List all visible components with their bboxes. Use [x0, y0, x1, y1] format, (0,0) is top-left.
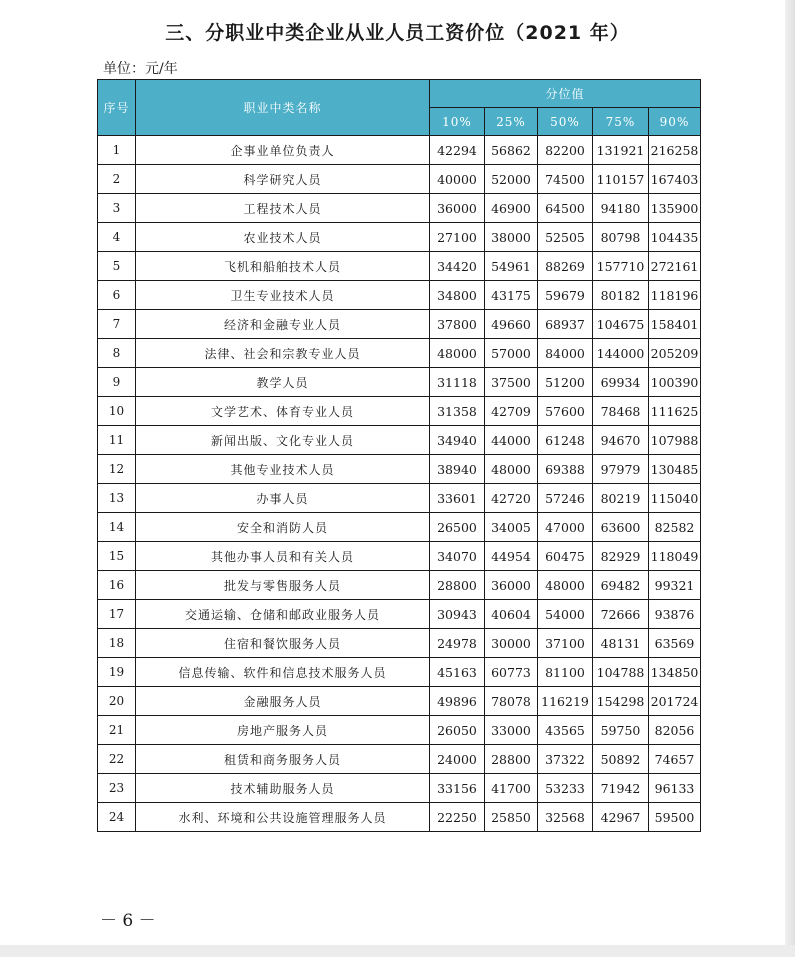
row-value-p90: 99321 — [649, 571, 701, 600]
row-occupation-name: 其他专业技术人员 — [136, 455, 430, 484]
row-occupation-name: 文学艺术、体育专业人员 — [136, 397, 430, 426]
page-edge — [785, 0, 795, 957]
row-seq: 16 — [98, 571, 136, 600]
row-value-p75: 82929 — [593, 542, 649, 571]
row-value-p25: 60773 — [485, 658, 538, 687]
row-value-p10: 24000 — [430, 745, 485, 774]
row-value-p25: 37500 — [485, 368, 538, 397]
row-value-p75: 50892 — [593, 745, 649, 774]
row-value-p10: 36000 — [430, 194, 485, 223]
row-value-p50: 60475 — [538, 542, 593, 571]
row-seq: 10 — [98, 397, 136, 426]
row-value-p10: 31358 — [430, 397, 485, 426]
table-row — [98, 687, 701, 716]
row-value-p10: 33156 — [430, 774, 485, 803]
row-value-p50: 57600 — [538, 397, 593, 426]
table-row — [98, 165, 701, 194]
row-value-p50: 37100 — [538, 629, 593, 658]
row-value-p25: 25850 — [485, 803, 538, 832]
row-value-p90: 134850 — [649, 658, 701, 687]
table-body — [98, 136, 701, 832]
table-row — [98, 658, 701, 687]
row-value-p25: 48000 — [485, 455, 538, 484]
row-seq: 8 — [98, 339, 136, 368]
row-seq: 4 — [98, 223, 136, 252]
row-value-p25: 28800 — [485, 745, 538, 774]
row-value-p50: 74500 — [538, 165, 593, 194]
row-value-p10: 24978 — [430, 629, 485, 658]
row-value-p50: 57246 — [538, 484, 593, 513]
row-value-p10: 30943 — [430, 600, 485, 629]
row-seq: 6 — [98, 281, 136, 310]
row-occupation-name: 工程技术人员 — [136, 194, 430, 223]
table-row — [98, 223, 701, 252]
row-value-p50: 51200 — [538, 368, 593, 397]
row-occupation-name: 房地产服务人员 — [136, 716, 430, 745]
row-seq: 17 — [98, 600, 136, 629]
table-row — [98, 455, 701, 484]
row-seq: 7 — [98, 310, 136, 339]
row-value-p50: 37322 — [538, 745, 593, 774]
row-value-p10: 49896 — [430, 687, 485, 716]
row-seq: 12 — [98, 455, 136, 484]
page-title: 三、分职业中类企业从业人员工资价位（2021 年） — [165, 22, 630, 44]
table-row — [98, 368, 701, 397]
row-occupation-name: 卫生专业技术人员 — [136, 281, 430, 310]
row-value-p10: 34420 — [430, 252, 485, 281]
header-percentile-group: 分位值 — [430, 80, 701, 108]
row-value-p10: 33601 — [430, 484, 485, 513]
table-row — [98, 136, 701, 165]
table-row — [98, 571, 701, 600]
row-value-p25: 30000 — [485, 629, 538, 658]
row-value-p90: 107988 — [649, 426, 701, 455]
page-number: － 6 － — [100, 911, 156, 931]
row-value-p90: 111625 — [649, 397, 701, 426]
row-value-p25: 57000 — [485, 339, 538, 368]
row-value-p10: 40000 — [430, 165, 485, 194]
row-value-p75: 94670 — [593, 426, 649, 455]
row-occupation-name: 企事业单位负责人 — [136, 136, 430, 165]
row-value-p90: 130485 — [649, 455, 701, 484]
row-occupation-name: 新闻出版、文化专业人员 — [136, 426, 430, 455]
row-seq: 9 — [98, 368, 136, 397]
table-row — [98, 426, 701, 455]
row-seq: 14 — [98, 513, 136, 542]
table-row — [98, 716, 701, 745]
header-p75: 75% — [593, 108, 649, 136]
row-value-p25: 41700 — [485, 774, 538, 803]
row-occupation-name: 农业技术人员 — [136, 223, 430, 252]
row-value-p10: 27100 — [430, 223, 485, 252]
row-value-p50: 84000 — [538, 339, 593, 368]
wage-table — [97, 79, 701, 832]
table-row — [98, 484, 701, 513]
table-row — [98, 281, 701, 310]
row-value-p75: 59750 — [593, 716, 649, 745]
row-value-p75: 104788 — [593, 658, 649, 687]
row-value-p75: 63600 — [593, 513, 649, 542]
row-seq: 11 — [98, 426, 136, 455]
row-occupation-name: 飞机和船舶技术人员 — [136, 252, 430, 281]
row-value-p10: 26050 — [430, 716, 485, 745]
row-value-p50: 82200 — [538, 136, 593, 165]
row-value-p90: 216258 — [649, 136, 701, 165]
table-row — [98, 310, 701, 339]
table-row — [98, 542, 701, 571]
row-value-p50: 54000 — [538, 600, 593, 629]
row-occupation-name: 办事人员 — [136, 484, 430, 513]
row-value-p90: 118049 — [649, 542, 701, 571]
row-value-p25: 43175 — [485, 281, 538, 310]
header-p90: 90% — [649, 108, 701, 136]
row-value-p90: 135900 — [649, 194, 701, 223]
row-value-p50: 68937 — [538, 310, 593, 339]
row-value-p25: 56862 — [485, 136, 538, 165]
row-value-p75: 80219 — [593, 484, 649, 513]
row-value-p90: 118196 — [649, 281, 701, 310]
row-value-p90: 272161 — [649, 252, 701, 281]
row-seq: 13 — [98, 484, 136, 513]
row-value-p90: 167403 — [649, 165, 701, 194]
row-value-p50: 47000 — [538, 513, 593, 542]
row-occupation-name: 安全和消防人员 — [136, 513, 430, 542]
row-value-p90: 205209 — [649, 339, 701, 368]
row-value-p25: 46900 — [485, 194, 538, 223]
table-row — [98, 194, 701, 223]
table-row — [98, 774, 701, 803]
row-value-p75: 144000 — [593, 339, 649, 368]
row-value-p75: 131921 — [593, 136, 649, 165]
row-value-p25: 42720 — [485, 484, 538, 513]
row-occupation-name: 经济和金融专业人员 — [136, 310, 430, 339]
table-row — [98, 629, 701, 658]
row-occupation-name: 住宿和餐饮服务人员 — [136, 629, 430, 658]
header-occupation: 职业中类名称 — [136, 80, 430, 136]
row-value-p75: 71942 — [593, 774, 649, 803]
row-value-p10: 26500 — [430, 513, 485, 542]
row-value-p50: 48000 — [538, 571, 593, 600]
row-value-p75: 104675 — [593, 310, 649, 339]
table-row — [98, 252, 701, 281]
table-row — [98, 397, 701, 426]
row-value-p50: 61248 — [538, 426, 593, 455]
row-value-p10: 45163 — [430, 658, 485, 687]
row-value-p25: 49660 — [485, 310, 538, 339]
table-row — [98, 513, 701, 542]
row-occupation-name: 交通运输、仓储和邮政业服务人员 — [136, 600, 430, 629]
row-value-p50: 116219 — [538, 687, 593, 716]
row-occupation-name: 法律、社会和宗教专业人员 — [136, 339, 430, 368]
row-value-p25: 38000 — [485, 223, 538, 252]
row-value-p75: 110157 — [593, 165, 649, 194]
row-value-p25: 36000 — [485, 571, 538, 600]
row-value-p25: 40604 — [485, 600, 538, 629]
row-occupation-name: 技术辅助服务人员 — [136, 774, 430, 803]
row-value-p10: 48000 — [430, 339, 485, 368]
row-occupation-name: 教学人员 — [136, 368, 430, 397]
row-value-p10: 42294 — [430, 136, 485, 165]
row-value-p75: 97979 — [593, 455, 649, 484]
row-value-p50: 52505 — [538, 223, 593, 252]
row-value-p90: 63569 — [649, 629, 701, 658]
row-occupation-name: 科学研究人员 — [136, 165, 430, 194]
row-value-p75: 42967 — [593, 803, 649, 832]
row-value-p10: 34070 — [430, 542, 485, 571]
row-value-p50: 81100 — [538, 658, 593, 687]
row-value-p75: 69482 — [593, 571, 649, 600]
row-value-p90: 104435 — [649, 223, 701, 252]
row-seq: 21 — [98, 716, 136, 745]
row-seq: 2 — [98, 165, 136, 194]
row-value-p10: 28800 — [430, 571, 485, 600]
row-seq: 24 — [98, 803, 136, 832]
row-seq: 5 — [98, 252, 136, 281]
row-value-p10: 22250 — [430, 803, 485, 832]
header-p25: 25% — [485, 108, 538, 136]
row-value-p90: 100390 — [649, 368, 701, 397]
header-seq: 序号 — [98, 80, 136, 136]
row-value-p90: 82056 — [649, 716, 701, 745]
row-value-p90: 74657 — [649, 745, 701, 774]
table-row — [98, 339, 701, 368]
row-value-p90: 115040 — [649, 484, 701, 513]
row-occupation-name: 租赁和商务服务人员 — [136, 745, 430, 774]
row-occupation-name: 水利、环境和公共设施管理服务人员 — [136, 803, 430, 832]
row-value-p50: 88269 — [538, 252, 593, 281]
row-seq: 15 — [98, 542, 136, 571]
row-value-p50: 69388 — [538, 455, 593, 484]
row-occupation-name: 金融服务人员 — [136, 687, 430, 716]
row-seq: 20 — [98, 687, 136, 716]
row-occupation-name: 批发与零售服务人员 — [136, 571, 430, 600]
row-value-p25: 52000 — [485, 165, 538, 194]
row-value-p75: 69934 — [593, 368, 649, 397]
row-value-p75: 78468 — [593, 397, 649, 426]
row-value-p75: 94180 — [593, 194, 649, 223]
row-value-p75: 72666 — [593, 600, 649, 629]
row-value-p90: 96133 — [649, 774, 701, 803]
row-value-p50: 64500 — [538, 194, 593, 223]
row-value-p25: 54961 — [485, 252, 538, 281]
row-value-p25: 44000 — [485, 426, 538, 455]
row-value-p90: 59500 — [649, 803, 701, 832]
row-seq: 3 — [98, 194, 136, 223]
row-value-p50: 59679 — [538, 281, 593, 310]
row-value-p10: 37800 — [430, 310, 485, 339]
table-row — [98, 600, 701, 629]
row-value-p50: 53233 — [538, 774, 593, 803]
row-value-p10: 34800 — [430, 281, 485, 310]
table-row — [98, 745, 701, 774]
header-p50: 50% — [538, 108, 593, 136]
row-value-p75: 80798 — [593, 223, 649, 252]
row-seq: 1 — [98, 136, 136, 165]
unit-label: 单位：元/年 — [103, 61, 178, 77]
row-value-p90: 93876 — [649, 600, 701, 629]
row-seq: 23 — [98, 774, 136, 803]
row-value-p90: 201724 — [649, 687, 701, 716]
row-occupation-name: 其他办事人员和有关人员 — [136, 542, 430, 571]
row-value-p25: 78078 — [485, 687, 538, 716]
row-value-p50: 43565 — [538, 716, 593, 745]
page-bottom-edge — [0, 945, 795, 957]
row-value-p90: 158401 — [649, 310, 701, 339]
header-p10: 10% — [430, 108, 485, 136]
row-value-p25: 42709 — [485, 397, 538, 426]
row-value-p25: 34005 — [485, 513, 538, 542]
row-value-p10: 34940 — [430, 426, 485, 455]
row-value-p75: 80182 — [593, 281, 649, 310]
row-seq: 19 — [98, 658, 136, 687]
row-value-p10: 31118 — [430, 368, 485, 397]
row-seq: 22 — [98, 745, 136, 774]
row-value-p25: 33000 — [485, 716, 538, 745]
table-row — [98, 803, 701, 832]
row-value-p50: 32568 — [538, 803, 593, 832]
row-value-p90: 82582 — [649, 513, 701, 542]
row-value-p25: 44954 — [485, 542, 538, 571]
row-value-p75: 157710 — [593, 252, 649, 281]
row-value-p75: 154298 — [593, 687, 649, 716]
row-seq: 18 — [98, 629, 136, 658]
row-value-p10: 38940 — [430, 455, 485, 484]
row-occupation-name: 信息传输、软件和信息技术服务人员 — [136, 658, 430, 687]
row-value-p75: 48131 — [593, 629, 649, 658]
